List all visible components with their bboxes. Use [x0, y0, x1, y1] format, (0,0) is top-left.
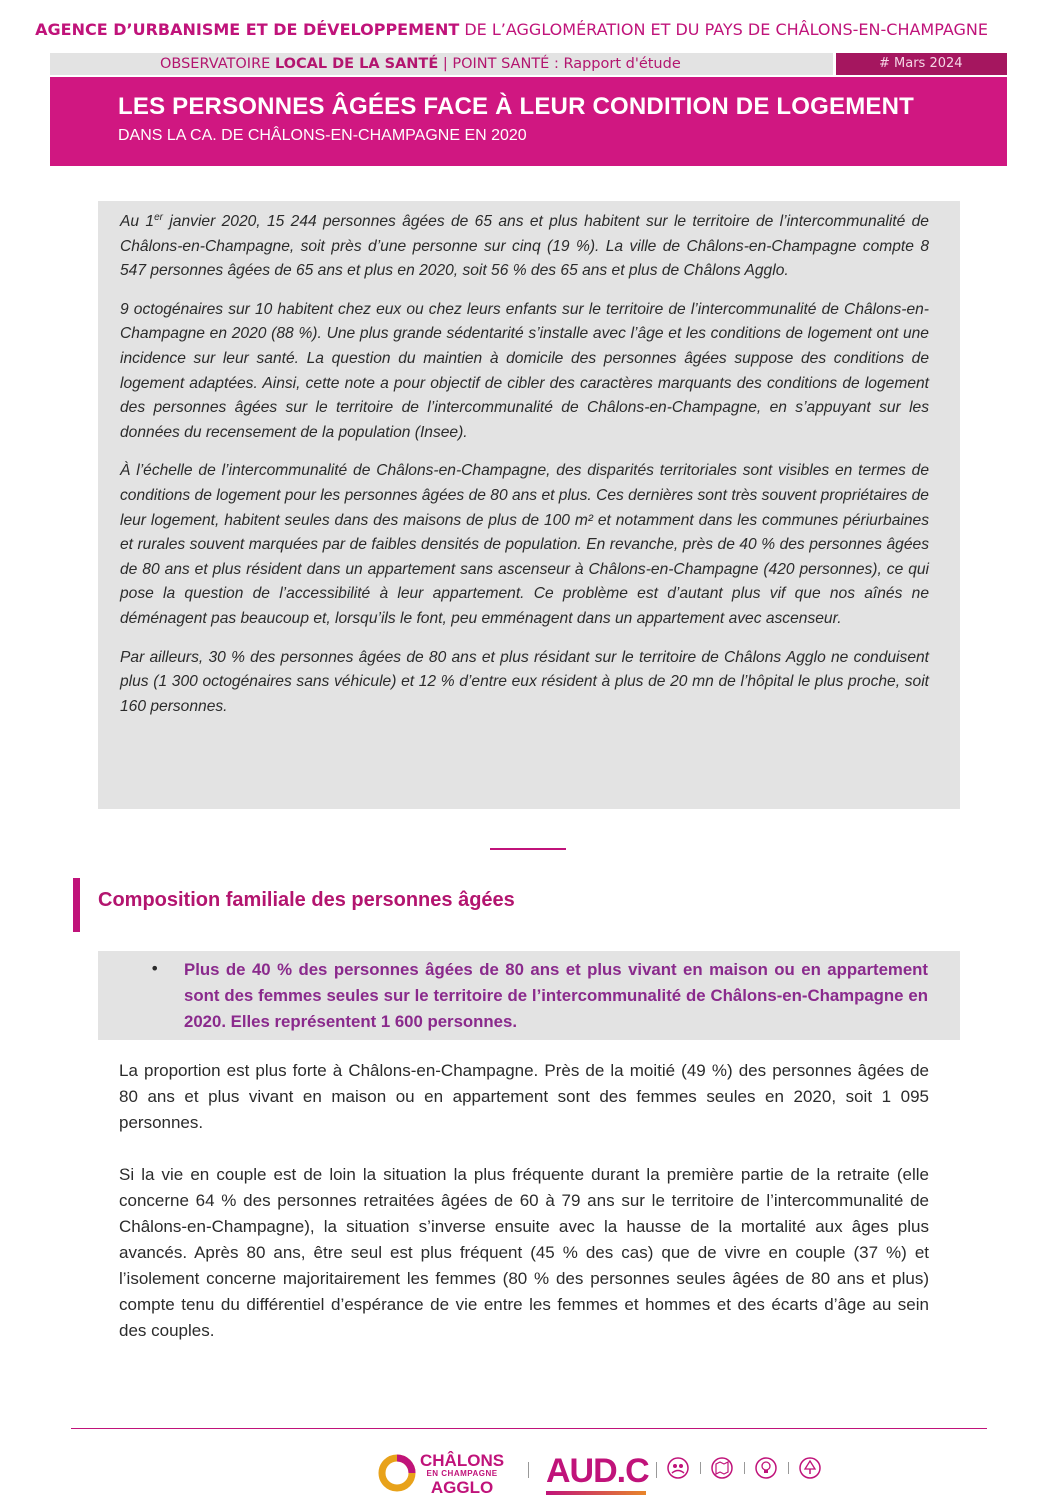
summary-paragraph-1: [120, 210, 929, 284]
people-icon: [666, 1456, 690, 1480]
lightbulb-icon: [754, 1456, 778, 1480]
observatory-bar: [50, 53, 833, 75]
logo-separator: [656, 1462, 657, 1478]
body-paragraph-2: Si la vie en couple est de loin la situation la plus fréquente durant la première partie de la retraite (elle concerne 64 % des personnes retraitées âgées de 60 à 79 ans sur le territoire de l’intercommunalité de Châlons-en-Champagne), la situation s’inverse ensuite avec la hausse de la mortalité aux âges plus avancés. Après 80 ans, être seul est plus fréquent (45 % des cas) que de vivre en couple (37 %) et l’isolement concerne majoritairement les femmes (80 % des personnes seules âgées de 80 ans et plus) compte tenu du différentiel d’espérance de vie entre les femmes et hommes et des écarts d’âge au sein des couples.: [119, 1165, 929, 1340]
footer-logos: [376, 1448, 856, 1508]
summary-text: [120, 210, 929, 733]
observatory-label: [160, 53, 681, 75]
date-text: # Mars 2024: [879, 56, 963, 71]
summary-box: [98, 201, 960, 809]
logo1-line3: AGGLO: [430, 1478, 494, 1497]
date-badge: [836, 53, 1007, 75]
page-title: LES PERSONNES ÂGÉES FACE À LEUR CONDITION DE LOGEMENT: [118, 93, 915, 120]
observatory-bold: LOCAL DE LA SANTÉ: [274, 56, 439, 72]
summary-paragraph-4: Par ailleurs, 30 % des personnes âgées de 80 ans et plus résidant sur le territoire de Châlons Agglo ne conduisent plus (1 300 octogénaires sans véhicule) et 12 % d’entre eux résident à plus de 20 mn de l’hôpital le plus proche, soit 160 personnes.: [120, 648, 929, 715]
observatory-rest: | POINT SANTÉ : Rapport d'étude: [438, 56, 681, 72]
summary-p1-pre: Au 1: [120, 213, 155, 230]
observatory-prefix: OBSERVATOIRE: [160, 56, 275, 72]
summary-paragraph-2: 9 octogénaires sur 10 habitent chez eux ou chez leurs enfants sur le territoire de l’intercommunalité de Châlons-en-Champagne en 2020 (88 %). Une plus grande sédentarité s’installe avec l’âge et les conditions de logement ont une incidence sur leur santé. La question du maintien à domicile des personnes âgées suppose des conditions de logement adaptées. Ainsi, cette note a pour objectif de cibler des caractères marquants des conditions de logement des personnes âgées sur le territoire de l’intercommunalité de Châlons-en-Champagne, en s’appuyant sur les données du recensement de la population (Insee).: [120, 300, 929, 441]
map-icon: [710, 1456, 734, 1480]
audc-logo: AUD.C: [546, 1452, 649, 1490]
logo-separator: [528, 1462, 529, 1478]
summary-p1-sup: er: [154, 211, 163, 223]
audc-logo-bar: [546, 1491, 646, 1495]
body-paragraph-1: La proportion est plus forte à Châlons-en-Champagne. Près de la moitié (49 %) des personnes âgées de 80 ans et plus vivant en maison ou en appartement sont des femmes seules en 2020, soit 1 095 personnes.: [119, 1061, 929, 1132]
icon-separator: [700, 1462, 701, 1474]
footer-rule: [71, 1428, 987, 1429]
key-finding-box: [98, 951, 960, 1040]
summary-paragraph-3: À l’échelle de l’intercommunalité de Châlons-en-Champagne, des disparités territoriales sont visibles en termes de conditions de logement pour les personnes âgées de 80 ans et plus. Ces dernières sont très souvent propriétaires de leur logement, habitent seules dans des maisons de plus de 100 m² et notamment dans les communes périurbaines et rurales souvent marquées par de faibles densités de population. En revanche, près de 40 % des personnes âgées de 80 ans et plus résident dans un appartement sans ascenseur à Châlons-en-Champagne (420 personnes), ce qui pose la question de l’accessibilité à leur appartement. Ce problème est d’autant plus vif que nos aînés ne déménagent pas beaucoup et, lorsqu’ils le font, peu emménagent dans un appartement avec ascenseur.: [120, 462, 929, 627]
agency-name: [0, 20, 988, 39]
icon-separator: [788, 1462, 789, 1474]
logo1-line1: CHÂLONS: [420, 1451, 505, 1470]
section-title: Composition familiale des personnes âgées: [98, 889, 515, 911]
body-text: [119, 1058, 929, 1370]
bullet-icon: •: [150, 959, 160, 978]
page-subtitle: DANS LA CA. DE CHÂLONS-EN-CHAMPAGNE EN 2020: [118, 127, 527, 144]
agency-name-rest: DE L’AGGLOMÉRATION ET DU PAYS DE CHÂLONS-EN-CHAMPAGNE: [459, 20, 988, 39]
tree-icon: [798, 1456, 822, 1480]
logo1-line2: EN CHAMPAGNE: [426, 1469, 498, 1478]
summary-p1-post: janvier 2020, 15 244 personnes âgées de 65 ans et plus habitent sur le territoire de l’intercommunalité de Châlons-en-Champagne, soit près d’une personne sur cinq (19 %). La ville de Châlons-en-Champagne compte 8 547 personnes âgées de 65 ans et plus en 2020, soit 56 % des 65 ans et plus de Châlons Agglo.: [120, 213, 929, 280]
key-finding-text: Plus de 40 % des personnes âgées de 80 ans et plus vivant en maison ou en appartement sont des femmes seules sur le territoire de l’intercommunalité de Châlons-en-Champagne en 2020. Elles représentent 1 600 personnes.: [184, 960, 928, 1031]
section-divider: [490, 848, 566, 850]
section-accent-bar: [73, 878, 80, 932]
title-band: [50, 77, 1007, 166]
icon-separator: [744, 1462, 745, 1474]
chalons-agglo-logo: [420, 1452, 504, 1496]
chalons-ring-icon: [376, 1452, 418, 1494]
agency-name-bold: AGENCE D’URBANISME ET DE DÉVELOPPEMENT: [35, 20, 460, 39]
